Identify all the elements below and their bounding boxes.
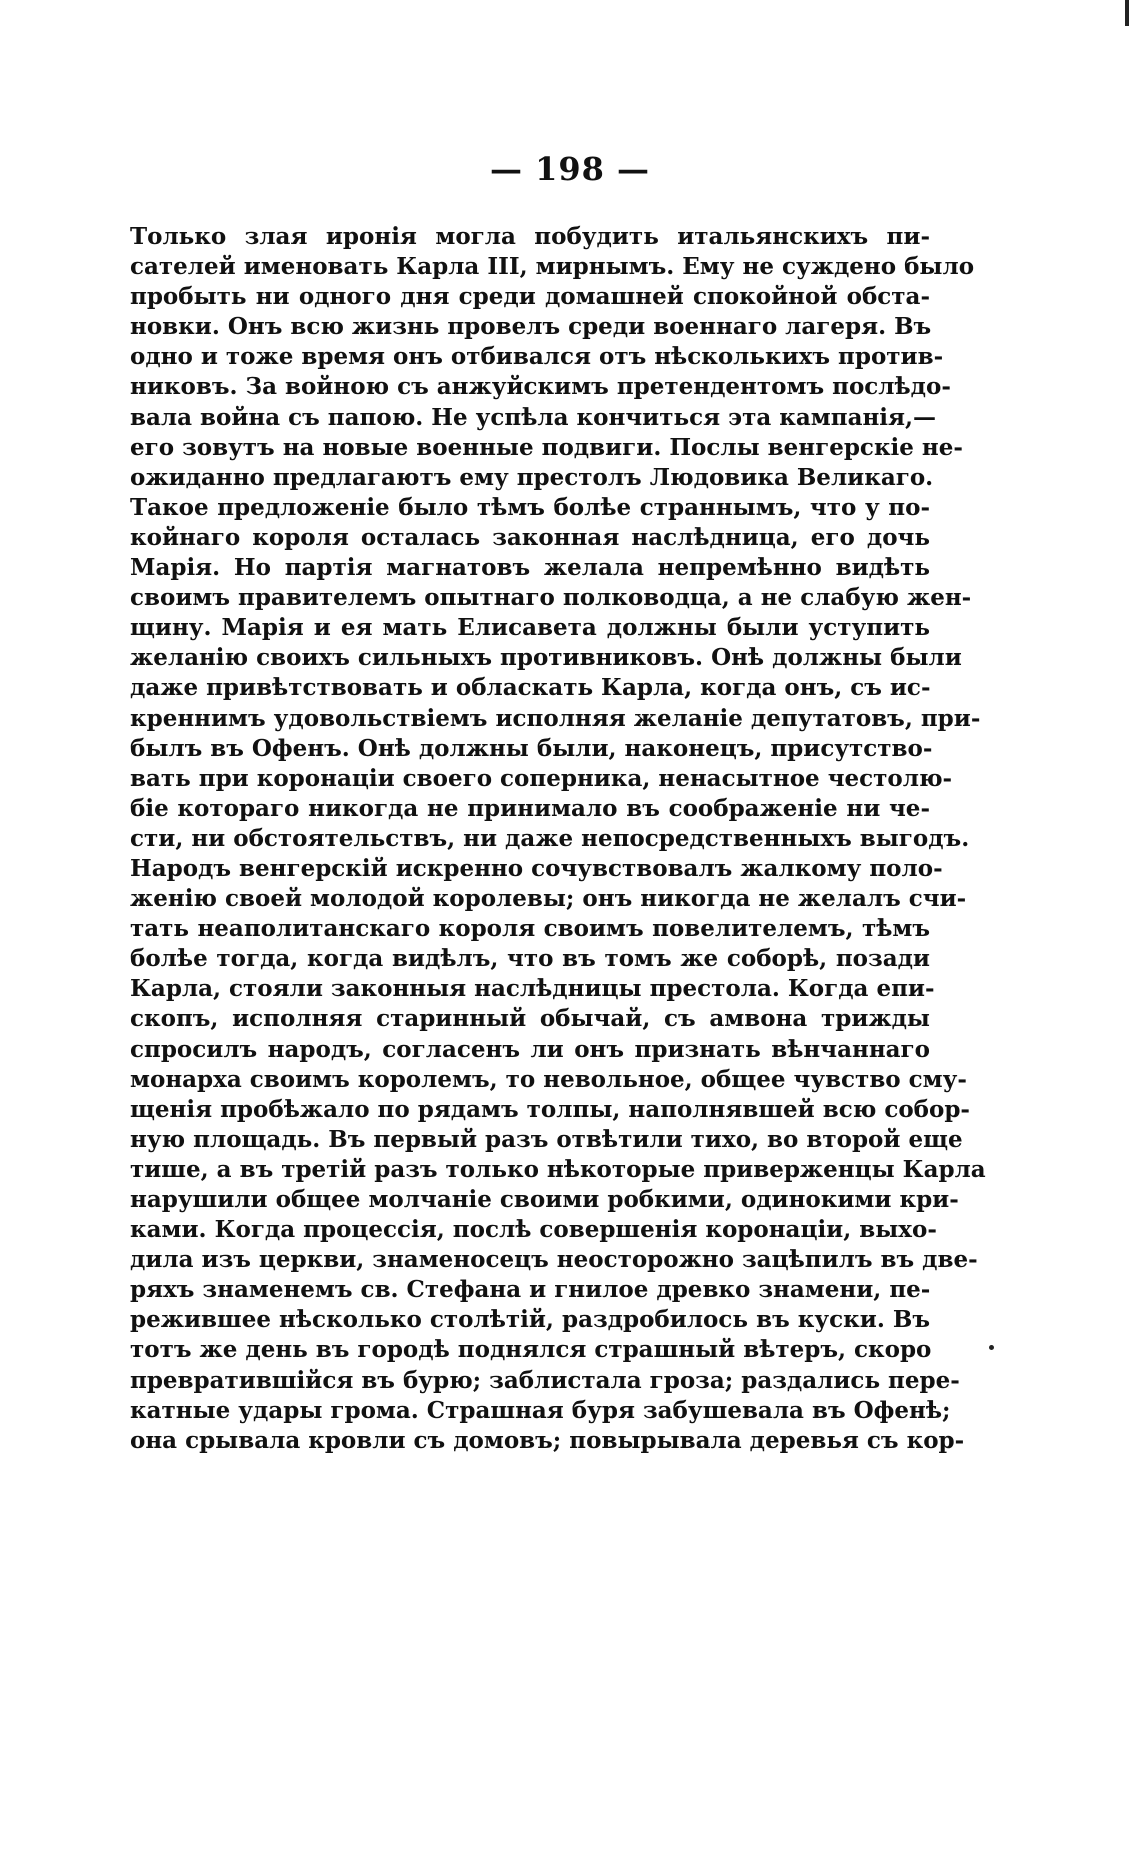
text-line: Карла, стояли законныя наслѣдницы престола. Когда епи- — [130, 975, 935, 1003]
text-line: нарушили общее молчаніе своими робкими, одинокими кри- — [130, 1186, 959, 1213]
text-line: ожиданно предлагаютъ ему престолъ Людовика Великаго. — [130, 463, 934, 491]
text-line: даже привѣтствовать и обласкать Карла, когда онъ, съ ис- — [130, 674, 931, 702]
text-line: режившее нѣсколько столѣтій, раздробилось въ куски. Въ — [130, 1306, 930, 1334]
text-line: дила изъ церкви, знаменосецъ неосторожно зацѣпилъ въ две- — [130, 1246, 978, 1274]
text-line: койнаго короля осталась законная наслѣдница, его дочь — [130, 523, 930, 551]
text-line: своимъ правителемъ опытнаго полководца, а не слабую жен- — [130, 584, 972, 612]
text-line: его зовутъ на новые военные подвиги. Послы венгерскіе не- — [130, 433, 963, 461]
text-line: тотъ же день въ городѣ поднялся страшный вѣтеръ, скоро — [130, 1336, 932, 1364]
text-line: былъ въ Офенъ. Онѣ должны были, наконецъ, присутство- — [130, 734, 933, 762]
text-line: катные удары грома. Страшная буря забушевала въ Офенѣ; — [130, 1396, 951, 1424]
text-line: ную площадь. Въ первый разъ отвѣтили тихо, во второй еще — [130, 1125, 963, 1153]
text-line: пробыть ни одного дня среди домашней спокойной обста- — [130, 283, 930, 311]
text-line: біе котораго никогда не принимало въ соображеніе ни че- — [130, 794, 930, 822]
text-line: ками. Когда процессія, послѣ совершенія коронаціи, выхо- — [130, 1216, 937, 1244]
text-line: щину. Марія и ея мать Елисавета должны были уступить — [130, 614, 930, 642]
text-line: сателей именовать Карла III, мирнымъ. Ему не суждено было — [130, 253, 975, 281]
text-line: тать неаполитанскаго короля своимъ повелителемъ, тѣмъ — [130, 915, 930, 943]
scan-speck-mark — [989, 1345, 994, 1350]
text-line: превратившійся въ бурю; заблистала гроза; раздались пере- — [130, 1366, 960, 1394]
scan-edge-mark — [1125, 0, 1129, 26]
text-line: монарха своимъ королемъ, то невольное, общее чувство сму- — [130, 1065, 967, 1093]
page-number: — 198 — — [489, 150, 651, 188]
text-line: никовъ. За войною съ анжуйскимъ претендентомъ послѣдо- — [130, 373, 951, 401]
text-line: желанію своихъ сильныхъ противниковъ. Онѣ должны были — [130, 644, 962, 672]
text-line: сти, ни обстоятельствъ, ни даже непосредственныхъ выгодъ. — [130, 824, 970, 852]
text-line: новки. Онъ всю жизнь провелъ среди военнаго лагеря. Въ — [130, 313, 932, 341]
text-line: креннимъ удовольствіемъ исполняя желаніе депутатовъ, при- — [130, 704, 981, 732]
text-line: вать при коронаціи своего соперника, ненасытное честолю- — [130, 764, 953, 792]
text-line: Только злая иронія могла побудить итальянскихъ пи- — [130, 223, 930, 250]
body-paragraph — [130, 222, 986, 1456]
text-line: щенія пробѣжало по рядамъ толпы, наполнявшей всю собор- — [130, 1095, 970, 1123]
text-line: одно и тоже время онъ отбивался отъ нѣсколькихъ против- — [130, 343, 944, 371]
text-line: ряхъ знаменемъ св. Стефана и гнилое древко знамени, пе- — [130, 1276, 931, 1304]
text-line: она срывала кровли съ домовъ; повырывала деревья съ кор- — [130, 1426, 965, 1454]
text-line: вала война съ папою. Не успѣла кончиться эта кампанія,— — [130, 403, 937, 431]
text-line: женію своей молодой королевы; онъ никогда не желалъ счи- — [130, 885, 967, 913]
text-line: болѣе тогда, когда видѣлъ, что въ томъ же соборѣ, позади — [130, 945, 930, 973]
text-line: Такое предложеніе было тѣмъ болѣе страннымъ, что у по- — [130, 493, 930, 521]
text-line: скопъ, исполняя старинный обычай, съ амвона трижды — [130, 1005, 930, 1033]
text-line: спросилъ народъ, согласенъ ли онъ признать вѣнчаннаго — [130, 1035, 930, 1063]
text-line: Марія. Но партія магнатовъ желала непремѣнно видѣть — [130, 554, 930, 582]
text-line: Народъ венгерскій искренно сочувствовалъ жалкому поло- — [130, 854, 943, 882]
text-line: тише, а въ третій разъ только нѣкоторые приверженцы Карла — [130, 1155, 986, 1183]
